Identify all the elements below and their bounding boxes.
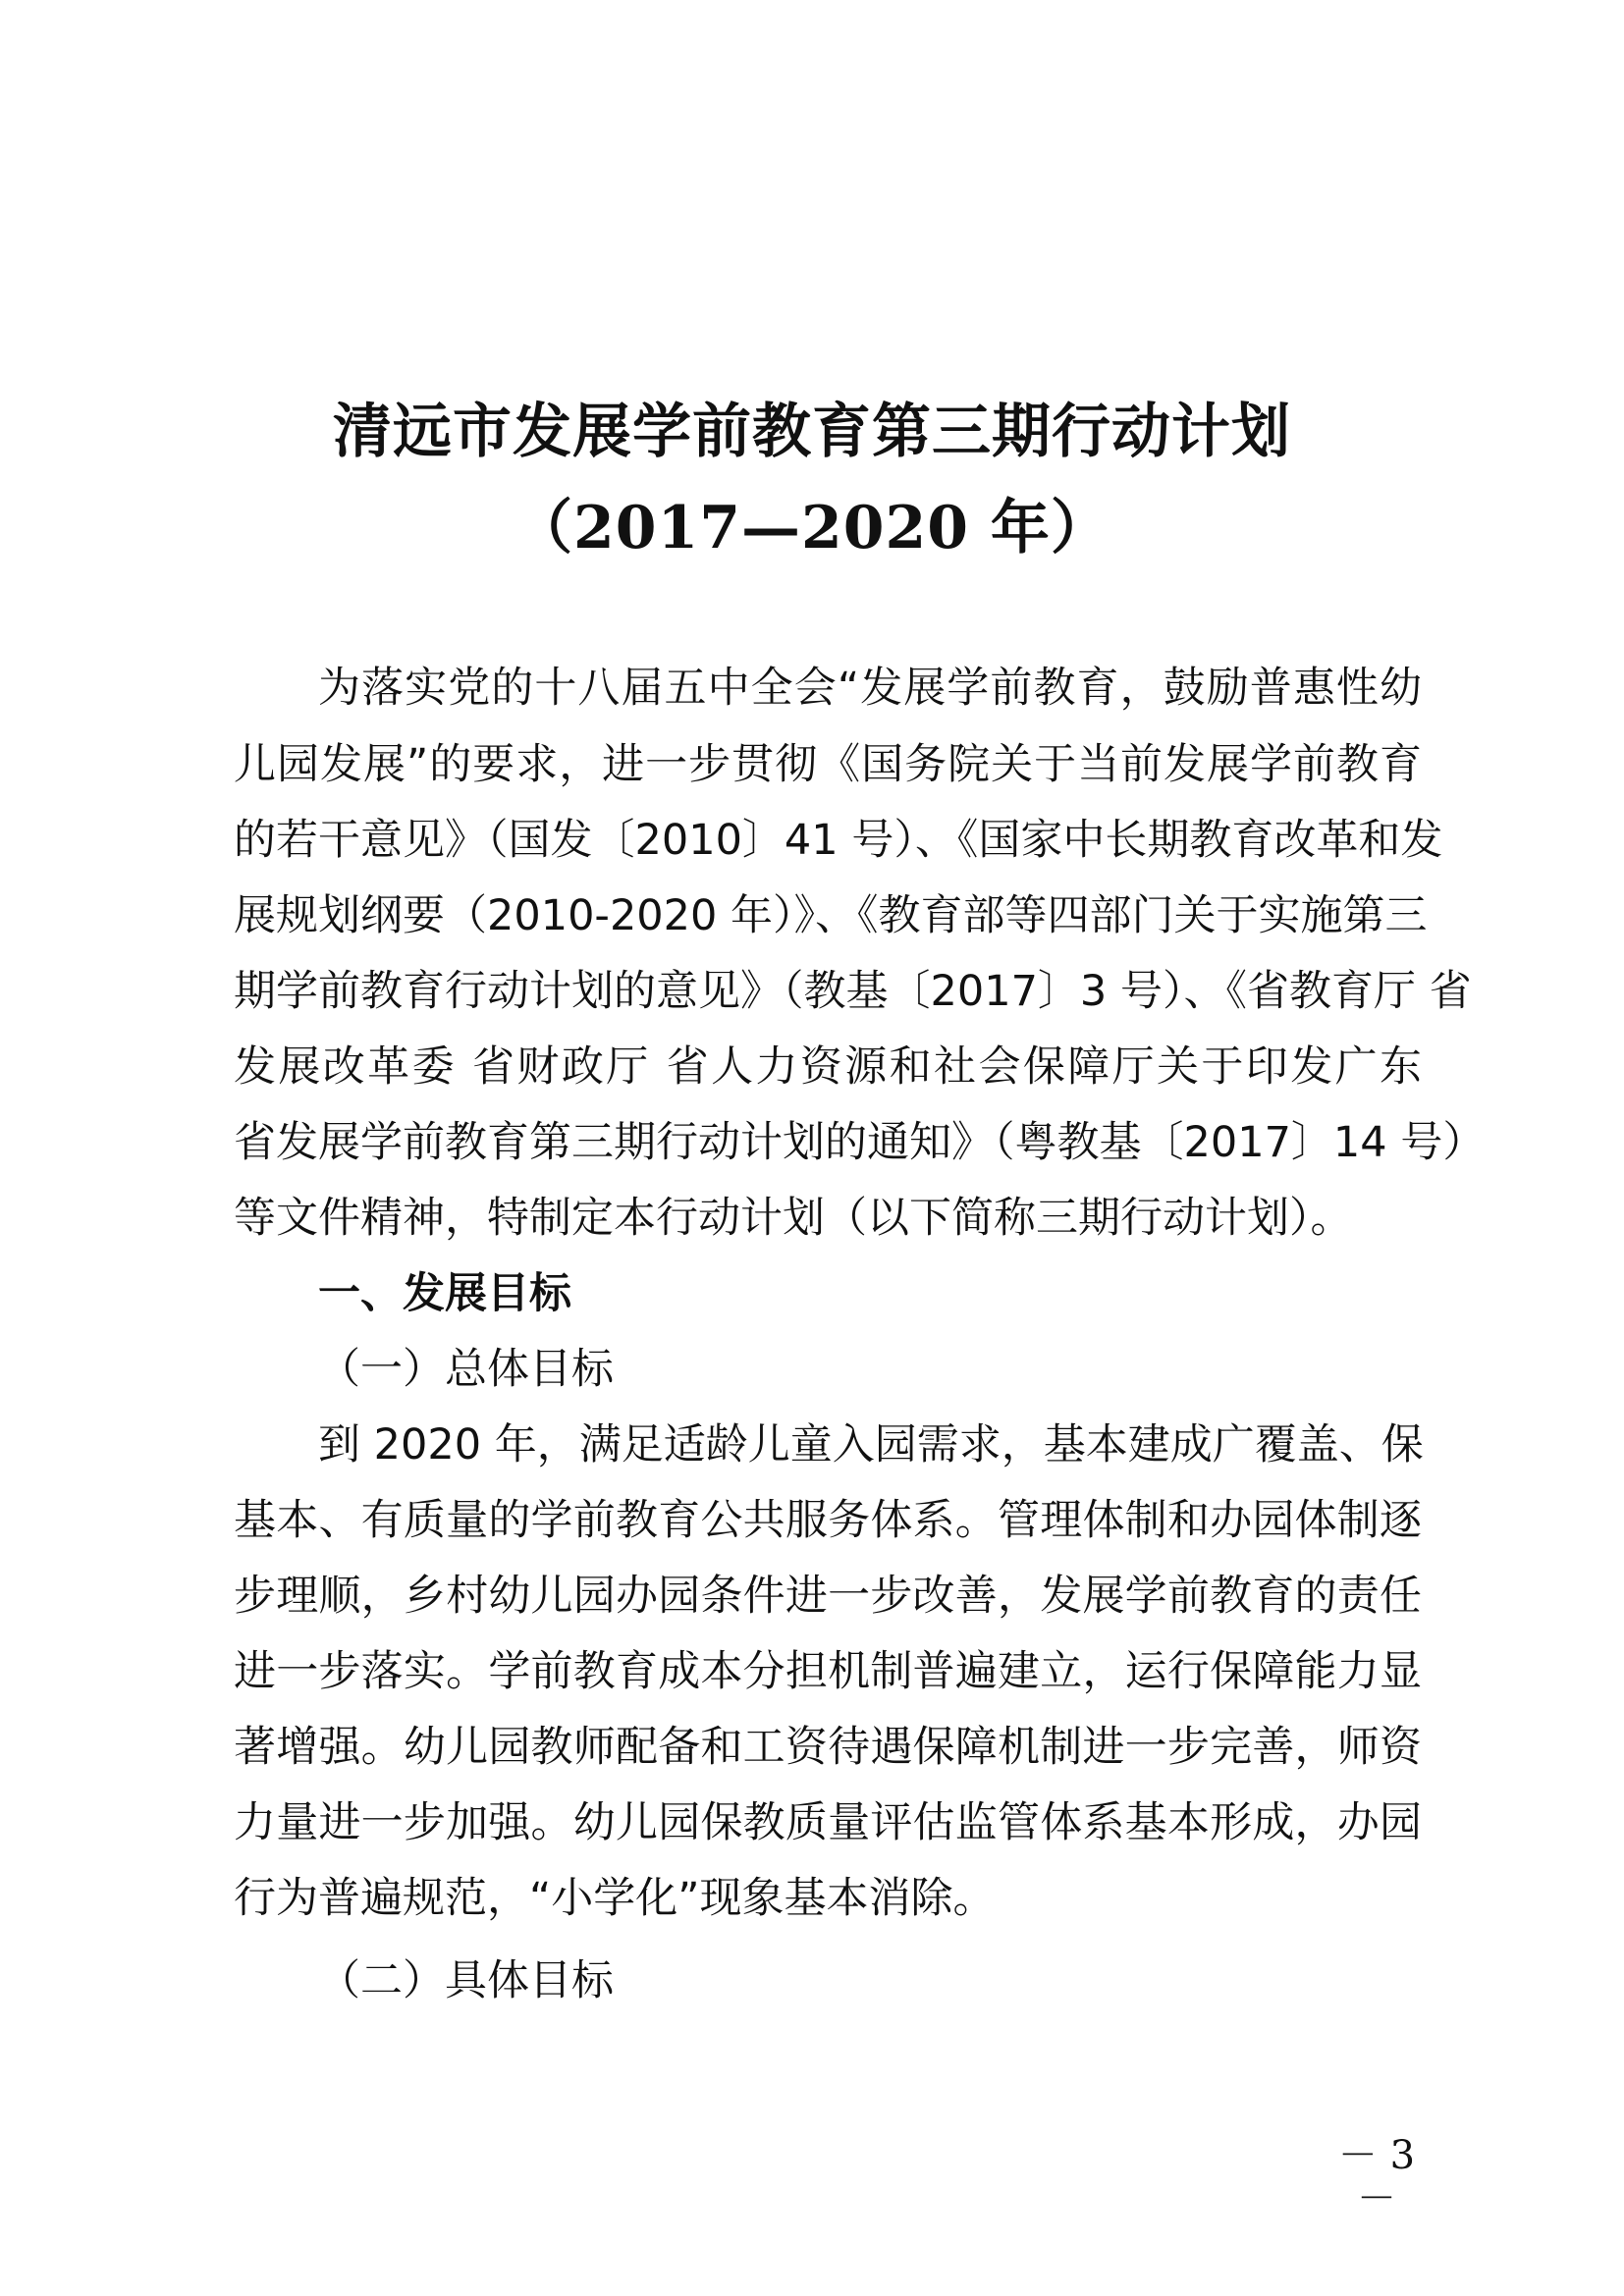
paragraph-line: 展规划纲要（2010-2020 年）》、《教育部等四部门关于实施第三 — [234, 891, 1428, 940]
paragraph-line: 省发展学前教育第三期行动计划的通知》（粤教基〔2017〕14 号） — [234, 1118, 1486, 1167]
document-subtitle-years: （2017—2020 年） — [514, 494, 1110, 562]
paragraph-line: 为落实党的十八届五中全会“发展学前教育，鼓励普惠性幼 — [318, 664, 1422, 713]
paragraph-line: 到 2020 年，满足适龄儿童入园需求，基本建成广覆盖、保 — [318, 1420, 1424, 1469]
paragraph-line: 进一步落实。学前教育成本分担机制普遍建立，运行保障能力显 — [234, 1647, 1422, 1696]
paragraph-line: 儿园发展”的要求，进一步贯彻《国务院关于当前发展学前教育 — [234, 740, 1422, 789]
paragraph-line: 著增强。幼儿园教师配备和工资待遇保障机制进一步完善，师资 — [234, 1723, 1422, 1772]
paragraph-line: 的若干意见》（国发〔2010〕41 号）、《国家中长期教育改革和发 — [234, 816, 1443, 865]
paragraph-line: 行为普遍规范，“小学化”现象基本消除。 — [234, 1874, 996, 1923]
page-number: － 3 － — [1337, 2133, 1416, 2221]
subsection-heading: （二）具体目标 — [318, 1956, 614, 2005]
document-title: 清远市发展学前教育第三期行动计划 — [333, 398, 1291, 466]
subsection-heading: （一）总体目标 — [318, 1345, 614, 1394]
paragraph-line: 基本、有质量的学前教育公共服务体系。管理体制和办园体制逐 — [234, 1496, 1422, 1545]
paragraph-line: 力量进一步加强。幼儿园保教质量评估监管体系基本形成，办园 — [234, 1798, 1422, 1847]
paragraph-line: 发展改革委 省财政厅 省人力资源和社会保障厅关于印发广东 — [234, 1042, 1422, 1092]
paragraph-line: 等文件精神，特制定本行动计划（以下简称三期行动计划）。 — [234, 1194, 1353, 1243]
paragraph-line: 步理顺，乡村幼儿园办园条件进一步改善，发展学前教育的责任 — [234, 1572, 1422, 1621]
paragraph-line: 期学前教育行动计划的意见》（教基〔2017〕3 号）、《省教育厅 省 — [234, 967, 1472, 1016]
section-heading: 一、发展目标 — [318, 1269, 571, 1318]
